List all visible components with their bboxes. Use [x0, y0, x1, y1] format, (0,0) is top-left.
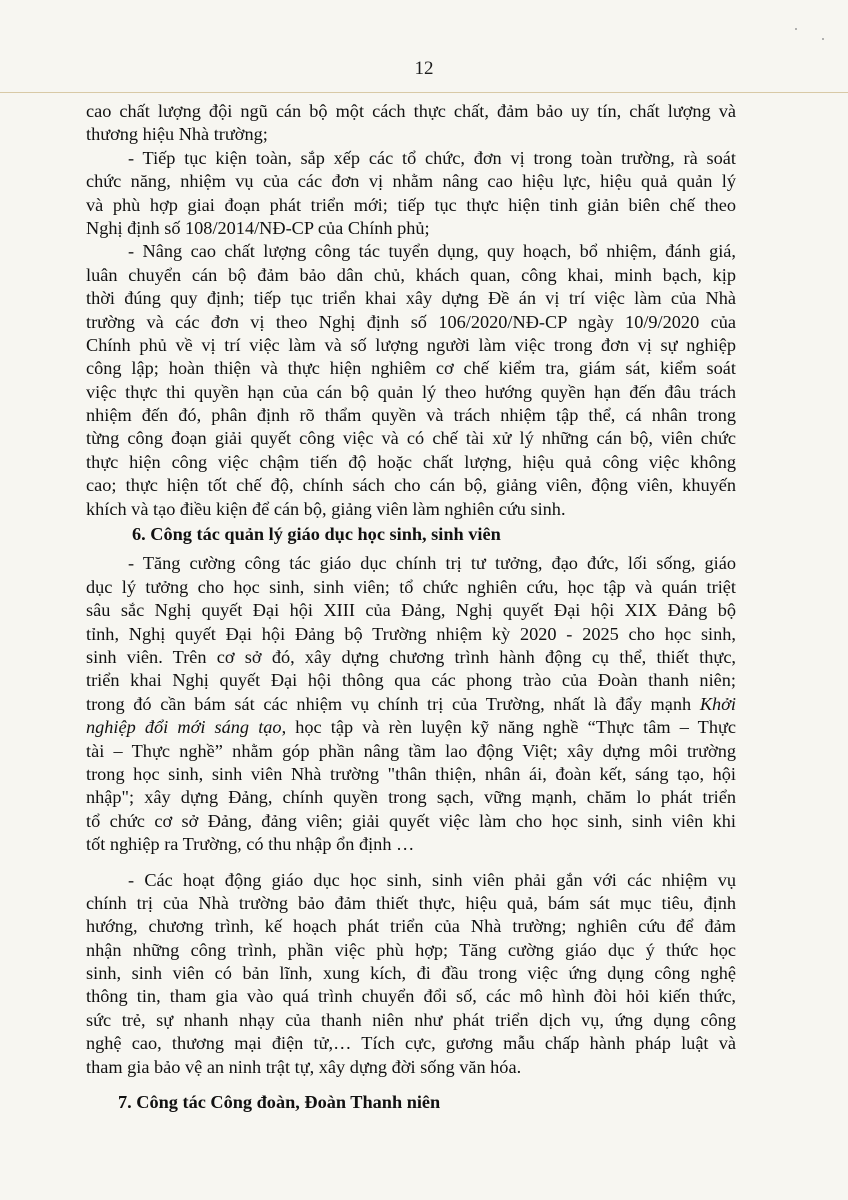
paragraph-gap [86, 1079, 736, 1091]
paragraph-gap [86, 857, 736, 869]
italic-run: nghiệp đổi mới sáng tạo [86, 717, 282, 738]
text-line: chính trị của Nhà trường bảo đảm thiết thực, hiệu quả, bám sát mục tiêu, định [86, 892, 736, 913]
text-line: dục lý tưởng cho học sinh, sinh viên; tổ chức nghiên cứu, học tập và quán triệt [86, 576, 736, 597]
text-line: thời đúng quy định; tiếp tục triển khai xây dựng Đề án vị trí việc làm của Nhà [86, 288, 736, 309]
text-line: tài – Thực nghề” nhằm góp phần nâng tầm lao động Việt; xây dựng môi trường [86, 740, 736, 761]
section-heading: 7. Công tác Công đoàn, Đoàn Thanh niên [118, 1092, 441, 1113]
text-line: cao chất lượng đội ngũ cán bộ một cách thực chất, đảm bảo uy tín, chất lượng và [86, 101, 736, 121]
text-line: luân chuyển cán bộ đảm bảo dân chủ, khách quan, công khai, minh bạch, kịp [86, 264, 736, 285]
text-run: trong đó cần bám sát các nhiệm vụ chính trị của Trường, nhất là đẩy mạnh [86, 693, 700, 714]
text-line: nghệ cao, thương mại điện tử,… Tích cực, gương mẫu chấp hành pháp luật và [86, 1033, 736, 1054]
text-line: thực hiện công việc chậm tiến độ hoặc chất lượng, hiệu quả công việc không [86, 451, 736, 472]
text-line: triển khai Nghị quyết Đại hội thông qua các phong trào của Đoàn thanh niên; [86, 670, 736, 691]
text-line: Nghị định số 108/2014/NĐ-CP của Chính phủ; [86, 217, 430, 238]
text-line: nhiệm đến đó, phân định rõ thẩm quyền và trách nhiệm tập thể, cá nhân trong [86, 405, 736, 426]
text-run: , học tập và rèn luyện kỹ năng nghề “Thực tâm – Thực [281, 717, 736, 738]
text-line: Chính phủ về vị trí việc làm và số lượng người làm việc trong đơn vị sự nghiệp [86, 334, 736, 355]
paragraph [86, 147, 736, 241]
paragraph [86, 240, 736, 521]
text-line: - Nâng cao chất lượng công tác tuyển dụng, quy hoạch, bổ nhiệm, đánh giá, [128, 241, 736, 262]
text-line: việc thực thi quyền hạn của cán bộ quản lý theo hướng quyền hạn đến đâu trách [86, 381, 736, 402]
header-rule [0, 92, 848, 93]
text-line-mixed [86, 716, 736, 739]
document-body [86, 100, 736, 1114]
text-line: - Tiếp tục kiện toàn, sắp xếp các tổ chức, đơn vị trong toàn trường, rà soát [128, 147, 736, 168]
text-line-mixed [86, 693, 736, 716]
paragraph [86, 552, 736, 856]
text-line: sức trẻ, sự nhanh nhạy của thanh niên như phát triển dịch vụ, ứng dụng công [86, 1009, 736, 1030]
text-line: nhập"; xây dựng Đảng, chính quyền trong sạch, vững mạnh, chăm lo phát triển [86, 787, 736, 808]
text-line: khích và tạo điều kiện để cán bộ, giảng viên làm nghiên cứu sinh. [86, 498, 566, 519]
text-line: trường và các đơn vị theo Nghị định số 106/2020/NĐ-CP ngày 10/9/2020 của [86, 311, 736, 332]
text-line: công lập; hoàn thiện và thực hiện nghiêm cơ chế kiểm tra, giám sát, kiểm soát [86, 358, 736, 379]
text-line: từng công đoạn giải quyết công việc và có chế tài xử lý những cán bộ, viên chức [86, 428, 736, 449]
scan-speck [822, 38, 824, 40]
text-line: sâu sắc Nghị quyết Đại hội XIII của Đảng, Nghị quyết Đại hội XIX Đảng bộ [86, 600, 736, 621]
text-line: sinh viên. Trên cơ sở đó, xây dựng chương trình hành động cụ thể, thiết thực, [86, 646, 736, 667]
paragraph [86, 100, 736, 147]
text-line: và phù hợp giai đoạn phát triển mới; tiếp tục thực hiện tinh giản biên chế theo [86, 194, 736, 215]
text-line: thông tin, tham gia vào quá trình chuyển đổi số, các mô hình đòi hỏi kiến thức, [86, 986, 736, 1007]
section-heading: 6. Công tác quản lý giáo dục học sinh, sinh viên [132, 524, 501, 545]
page-number: 12 [414, 58, 434, 79]
text-line: trong học sinh, sinh viên Nhà trường "thân thiện, nhân ái, đoàn kết, sáng tạo, hội [86, 763, 736, 784]
scan-speck [795, 28, 797, 30]
text-line: tốt nghiệp ra Trường, có thu nhập ổn định … [86, 834, 415, 855]
text-line: sinh, sinh viên có bản lĩnh, xung kích, đi đầu trong việc ứng dụng công nghệ [86, 963, 736, 984]
text-line: thương hiệu Nhà trường; [86, 124, 268, 145]
text-line: hướng, chương trình, kế hoạch phát triển của Nhà trường; nghiên cứu để đảm [86, 916, 736, 937]
text-line: tham gia bảo vệ an ninh trật tự, xây dựng đời sống văn hóa. [86, 1056, 522, 1077]
text-line: tỉnh, Nghị quyết Đại hội Đảng bộ Trường nhiệm kỳ 2020 - 2025 cho học sinh, [86, 623, 736, 644]
text-line: - Tăng cường công tác giáo dục chính trị tư tưởng, đạo đức, lối sống, giáo [128, 553, 736, 574]
paragraph [86, 869, 736, 1080]
text-line: - Các hoạt động giáo dục học sinh, sinh viên phải gắn với các nhiệm vụ [128, 869, 736, 890]
text-line: cao; thực hiện tốt chế độ, chính sách cho cán bộ, giảng viên, động viên, khuyến [86, 475, 736, 496]
text-line: nhận những công trình, phần việc phù hợp; Tăng cường giáo dục ý thức học [86, 939, 736, 960]
text-line: tổ chức cơ sở Đảng, đảng viên; giải quyết việc làm cho học sinh, sinh viên khi [86, 810, 736, 831]
italic-run: Khởi [699, 693, 736, 714]
text-line: chức năng, nhiệm vụ của các đơn vị nhằm nâng cao hiệu lực, hiệu quả quản lý [86, 171, 736, 192]
